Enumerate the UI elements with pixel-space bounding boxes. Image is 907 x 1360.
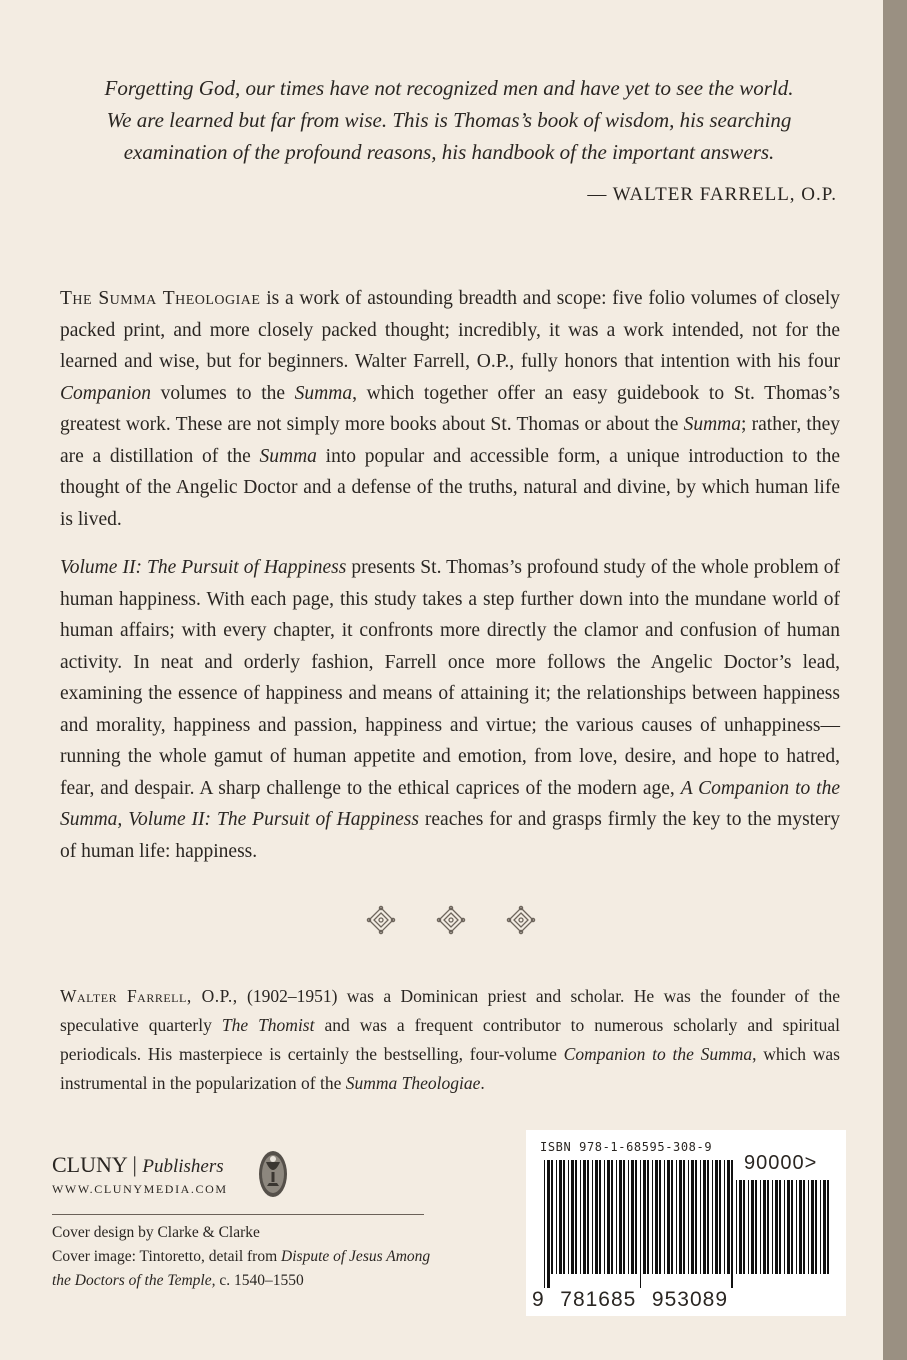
barcode-bar: [712, 1160, 713, 1274]
barcode-bar: [827, 1180, 829, 1274]
author-name: Walter Farrell, O.P.,: [60, 986, 238, 1006]
barcode-bar: [640, 1160, 641, 1288]
barcode-bar: [748, 1180, 749, 1274]
barcode-bar: [652, 1160, 653, 1274]
text-run: reaches for and grasps firmly the key to the mystery of human life: happiness.: [60, 809, 840, 862]
italic-run: Companion to the Summa: [563, 1044, 753, 1064]
publisher-divider: [52, 1214, 424, 1215]
barcode-bar: [799, 1180, 802, 1274]
barcode-bar: [568, 1160, 569, 1274]
barcode-bar: [820, 1180, 821, 1274]
quote-attribution: — WALTER FARRELL, O.P.: [587, 184, 837, 205]
barcode-bar: [803, 1180, 805, 1274]
barcode-bar: [643, 1160, 646, 1274]
barcode-bar: [547, 1160, 550, 1288]
barcode-bar: [671, 1160, 673, 1274]
barcode-bar: [599, 1160, 601, 1274]
barcode-bar: [544, 1160, 545, 1288]
barcode-bar: [688, 1160, 689, 1274]
quote-line-1: Forgetting God, our times have not recognized men and have yet to see the world.: [104, 76, 794, 100]
publisher-wordmark: CLUNY: [52, 1152, 127, 1177]
barcode-bar: [823, 1180, 826, 1274]
text-run: into popular and accessible form, a unique introduction to the thought of the Angelic Doctor and a defense of the truths, natural and divine, by which human life is lived.: [60, 445, 840, 530]
barcode-bar: [592, 1160, 593, 1274]
barcode-bar: [815, 1180, 817, 1274]
publisher-separator: |: [126, 1152, 143, 1177]
barcode-bar: [647, 1160, 649, 1274]
barcode-bar: [551, 1160, 553, 1274]
author-bio: [60, 982, 840, 1098]
fleuron-icon: [366, 905, 396, 935]
summa-lead: The Summa Theologiae: [60, 288, 261, 309]
text-run: is a work of astounding breadth and scope: five folio volumes of closely packed print, and more closely packed thought; incredibly, it was a work intended, not for the learned and wise, but for beginners. Walter Farrell, O.P., fully honors that intention with his four: [60, 288, 840, 372]
cover-credits: [52, 1221, 452, 1293]
quote-line-2: We are learned but far from wise. This is Thomas’s book of wisdom, his searching: [106, 108, 792, 132]
text-run: c. 1540–1550: [215, 1272, 304, 1289]
barcode-bar: [715, 1160, 718, 1274]
barcode-bar: [659, 1160, 661, 1274]
barcode-bar: [755, 1180, 757, 1274]
publisher-label: Publishers: [142, 1156, 224, 1177]
fleuron-icon: [506, 905, 536, 935]
text-run: , which together offer an easy guidebook to St. Thomas’s greatest work. These are not simply more books about St. Thomas or about the: [60, 382, 840, 435]
barcode-bar: [724, 1160, 725, 1274]
italic-run: Summa: [259, 445, 317, 467]
barcode-bar: [683, 1160, 685, 1274]
barcode-bar: [587, 1160, 589, 1274]
text-run: and was a frequent contributor to numerous scholarly and spiritual periodicals. His masterpiece is certainly the bestselling, four-volume: [60, 1015, 840, 1064]
barcode-bar: [779, 1180, 781, 1274]
text-run: Cover image: Tintoretto, detail from: [52, 1248, 282, 1265]
description-paragraph-1: [60, 283, 840, 535]
barcode-bar: [767, 1180, 769, 1274]
italic-run: Companion: [60, 382, 152, 404]
barcode-bar: [595, 1160, 598, 1274]
barcode-bar: [796, 1180, 797, 1274]
barcode-bar: [811, 1180, 814, 1274]
ean-digit-group: 781685: [560, 1288, 637, 1311]
barcode-bar: [691, 1160, 694, 1274]
italic-run: Summa Theologiae: [345, 1073, 481, 1093]
fleuron-icon: [436, 905, 466, 935]
barcode-bar: [731, 1160, 733, 1288]
barcode-bar: [563, 1160, 565, 1274]
publisher-url: WWW.CLUNYMEDIA.COM: [52, 1182, 228, 1196]
chalice-emblem-icon: [258, 1150, 288, 1198]
italic-run: The Thomist: [221, 1015, 315, 1035]
barcode-bar: [631, 1160, 634, 1274]
barcode-bar: [787, 1180, 790, 1274]
barcode-bar: [784, 1180, 785, 1274]
barcode-bar: [556, 1160, 557, 1274]
price-addon-label: 90000>: [744, 1152, 818, 1174]
painting-title: Dispute of Jesus Among the Doctors of the Temple,: [52, 1248, 431, 1289]
barcode-bar: [727, 1160, 730, 1274]
barcode-bar: [695, 1160, 697, 1274]
ean-digits: [532, 1288, 728, 1312]
barcode-bar: [751, 1180, 754, 1274]
isbn-label: ISBN 978-1-68595-308-9: [540, 1140, 713, 1154]
barcode-bar: [736, 1180, 737, 1274]
ean-barcode: [544, 1160, 734, 1288]
barcode-bar: [575, 1160, 577, 1274]
barcode-bar: [700, 1160, 701, 1274]
barcode-bar: [580, 1160, 581, 1274]
publisher-block: [52, 1152, 292, 1197]
design-credit: Cover design by Clarke & Clarke: [52, 1224, 260, 1241]
barcode-bar: [743, 1180, 745, 1274]
ean-digit-group: 953089: [651, 1288, 728, 1311]
barcode-bar: [739, 1180, 742, 1274]
barcode-bar: [676, 1160, 677, 1274]
addon-barcode: [736, 1180, 834, 1308]
text-run: ; rather, they are a distillation of the: [60, 414, 840, 467]
ean-digit-group: 9: [532, 1288, 545, 1311]
italic-run: Summa: [294, 382, 353, 404]
barcode-bar: [775, 1180, 778, 1274]
text-run: (1902–1951) was a Dominican priest and scholar. He was the founder of the speculative quarterly: [60, 986, 840, 1035]
barcode-bar: [703, 1160, 706, 1274]
ornament-divider: [366, 905, 536, 935]
barcode-bar: [559, 1160, 562, 1274]
text-run: volumes to the: [151, 382, 295, 404]
barcode-bar: [571, 1160, 574, 1274]
barcode-bar: [604, 1160, 605, 1274]
barcode-bar: [719, 1160, 721, 1274]
barcode-bar: [808, 1180, 809, 1274]
barcode-bar: [635, 1160, 637, 1274]
book-title: A Companion to the Summa, Volume II: The Pursuit of Happiness: [60, 777, 840, 830]
text-run: , which was instrumental in the popularization of the: [60, 1044, 840, 1093]
barcode-bar: [707, 1160, 709, 1274]
italic-run: Summa: [683, 414, 741, 435]
description-paragraph-2: [60, 552, 840, 867]
spine-edge: [883, 0, 907, 1360]
volume-title: Volume II: The Pursuit of Happiness: [60, 557, 347, 578]
barcode-bar: [791, 1180, 793, 1274]
epigraph-quote: [60, 72, 838, 168]
barcode-bar: [763, 1180, 766, 1274]
barcode-bar: [664, 1160, 665, 1274]
text-run: presents St. Thomas’s profound study of the whole problem of human happiness. With each page, this study takes a step further down into the mundane world of human affairs; with every chapter, it confronts more directly the clamor and confusion of human activity. In neat and orderly fashion, Farrell once more follows the Angelic Doctor’s lead, examining the essence of happiness and means of attaining it; the relationships between happiness and morality, happiness and passion, happiness and virtue; the various causes of unhappiness—running the whole gamut of human appetite and emotion, from love, desire, and hope to hatred, fear, and despair. A sharp challenge to the ethical caprices of the modern age,: [60, 557, 840, 799]
barcode-bar: [772, 1180, 773, 1274]
text-run: .: [480, 1073, 485, 1093]
barcode-bar: [619, 1160, 622, 1274]
image-credit: [52, 1245, 452, 1293]
barcode-panel: [526, 1130, 846, 1316]
barcode-bar: [611, 1160, 613, 1274]
quote-line-3: examination of the profound reasons, his handbook of the important answers.: [123, 140, 775, 164]
barcode-bar: [679, 1160, 682, 1274]
barcode-bar: [607, 1160, 610, 1274]
barcode-bar: [655, 1160, 658, 1274]
barcode-bar: [616, 1160, 617, 1274]
publisher-name: [52, 1152, 292, 1178]
barcode-bar: [623, 1160, 625, 1274]
barcode-bar: [760, 1180, 761, 1274]
barcode-bar: [628, 1160, 629, 1274]
barcode-bar: [583, 1160, 586, 1274]
barcode-bar: [667, 1160, 670, 1274]
